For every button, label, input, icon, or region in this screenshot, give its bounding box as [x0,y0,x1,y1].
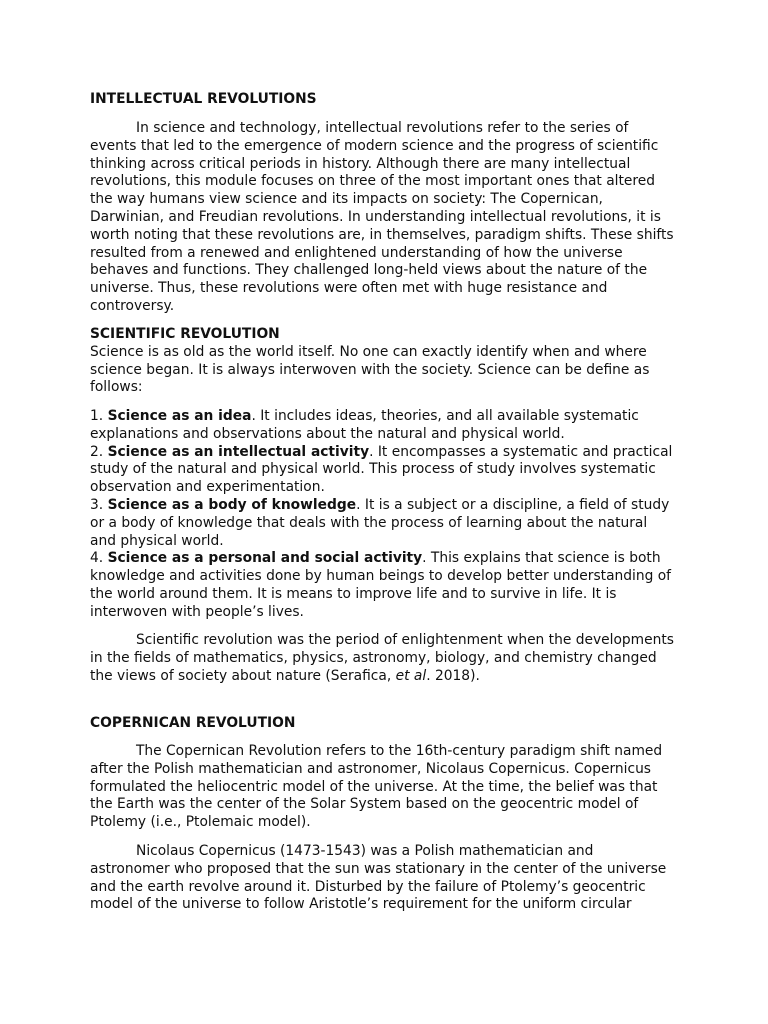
text-line: interwoven with people’s lives. [90,603,304,620]
text-line: thinking across critical periods in history. Although there are many intellectual [90,155,631,172]
text-line: and the earth revolve around it. Disturbed by the failure of Ptolemy’s geocentric [90,878,646,895]
text-line [90,668,710,686]
section-heading: COPERNICAN REVOLUTION [90,715,296,731]
definition-first-line [90,408,710,426]
text-line: science began. It is always interwoven with the society. Science can be define as [90,361,650,378]
definition-continuation [90,515,710,551]
paragraph [90,632,710,685]
text-line: behaves and functions. They challenged long-held views about the nature of the [90,262,648,279]
section-scientific-revolution [90,326,710,397]
definition-item [90,408,710,444]
paragraph [90,743,710,832]
text-line: resulted from a renewed and enlightened understanding of how the universe [90,244,623,261]
text-line: universe. Thus, these revolutions were often met with huge resistance and [90,280,608,297]
item-number: 3. [90,496,108,513]
definition-text: . This explains that science is both [422,550,661,567]
definition-first-line [90,497,710,515]
text-line: explanations and observations about the natural and physical world. [90,425,565,442]
text-line: study of the natural and physical world. This process of study involves systematic [90,461,656,478]
item-number: 1. [90,408,108,424]
text-line: revolutions, this module focuses on three of the most important ones that altered [90,173,655,190]
text-line: Science is as old as the world itself. No one can exactly identify when and where [90,343,647,360]
definition-text: . It is a subject or a discipline, a field of study [356,496,670,513]
section-copernican-revolution [90,715,710,733]
definition-term: Science as an idea [107,408,252,424]
definition-item [90,550,710,621]
text-line: or a body of knowledge that deals with the process of learning about the natural [90,514,648,531]
definition-continuation [90,461,710,497]
text-line: model of the universe to follow Aristotle’s requirement for the uniform circular [90,896,632,913]
text-line: follows: [90,379,143,396]
definition-list [90,408,710,622]
paragraph-lines [90,632,710,668]
section-heading: SCIENTIFIC REVOLUTION [90,326,280,342]
text-line: observation and experimentation. [90,479,325,496]
definition-text: . It encompasses a systematic and practical [369,443,673,460]
definition-item [90,444,710,497]
text-line: the Earth was the center of the Solar System based on the geocentric model of [90,796,639,813]
text-line: Scientific revolution was the period of enlightenment when the developments [136,632,674,648]
definition-first-line [90,550,710,568]
definition-term: Science as an intellectual activity [107,443,370,460]
paragraph [90,120,710,316]
definition-first-line [90,444,710,462]
paragraph [90,843,710,914]
text-line: The Copernican Revolution refers to the 16th-century paradigm shift named [136,743,663,759]
section-heading: INTELLECTUAL REVOLUTIONS [90,91,317,107]
text-line: knowledge and activities done by human beings to develop better understanding of [90,568,672,585]
text-line: Darwinian, and Freudian revolutions. In understanding intellectual revolutions, it is [90,208,661,225]
text-line: after the Polish mathematician and astronomer, Nicolaus Copernicus. Copernicus [90,760,651,777]
text-line: worth noting that these revolutions are, in themselves, paradigm shifts. These shifts [90,226,674,243]
text-line: formulated the heliocentric model of the universe. At the time, the belief was that [90,778,658,795]
text-line: Nicolaus Copernicus (1473-1543) was a Polish mathematician and [136,843,594,859]
text-line: controversy. [90,297,175,314]
text-line: astronomer who proposed that the sun was stationary in the center of the universe [90,860,667,877]
section-intellectual-revolutions [90,91,710,109]
definition-item [90,497,710,550]
definition-continuation [90,426,710,444]
definition-term: Science as a personal and social activity [107,550,423,567]
citation-year: . 2018). [426,667,480,684]
definition-continuation [90,568,710,621]
text-line: events that led to the emergence of modern science and the progress of scientific [90,137,659,154]
definition-term: Science as a body of knowledge [107,496,357,513]
citation-text: the views of society about nature (Serafica, [90,667,396,684]
text-line: the way humans view science and its impacts on society: The Copernican, [90,191,603,208]
text-line: in the fields of mathematics, physics, astronomy, biology, and chemistry changed [90,649,657,666]
text-line: Ptolemy (i.e., Ptolemaic model). [90,814,311,831]
text-line: the world around them. It is means to improve life and to survive in life. It is [90,585,617,602]
text-line: In science and technology, intellectual revolutions refer to the series of [136,120,629,136]
citation-italic: et al [395,667,427,684]
paragraph [90,344,710,397]
definition-text: . It includes ideas, theories, and all available systematic [251,408,639,424]
item-number: 2. [90,443,108,460]
item-number: 4. [90,550,108,567]
text-line: and physical world. [90,532,224,549]
